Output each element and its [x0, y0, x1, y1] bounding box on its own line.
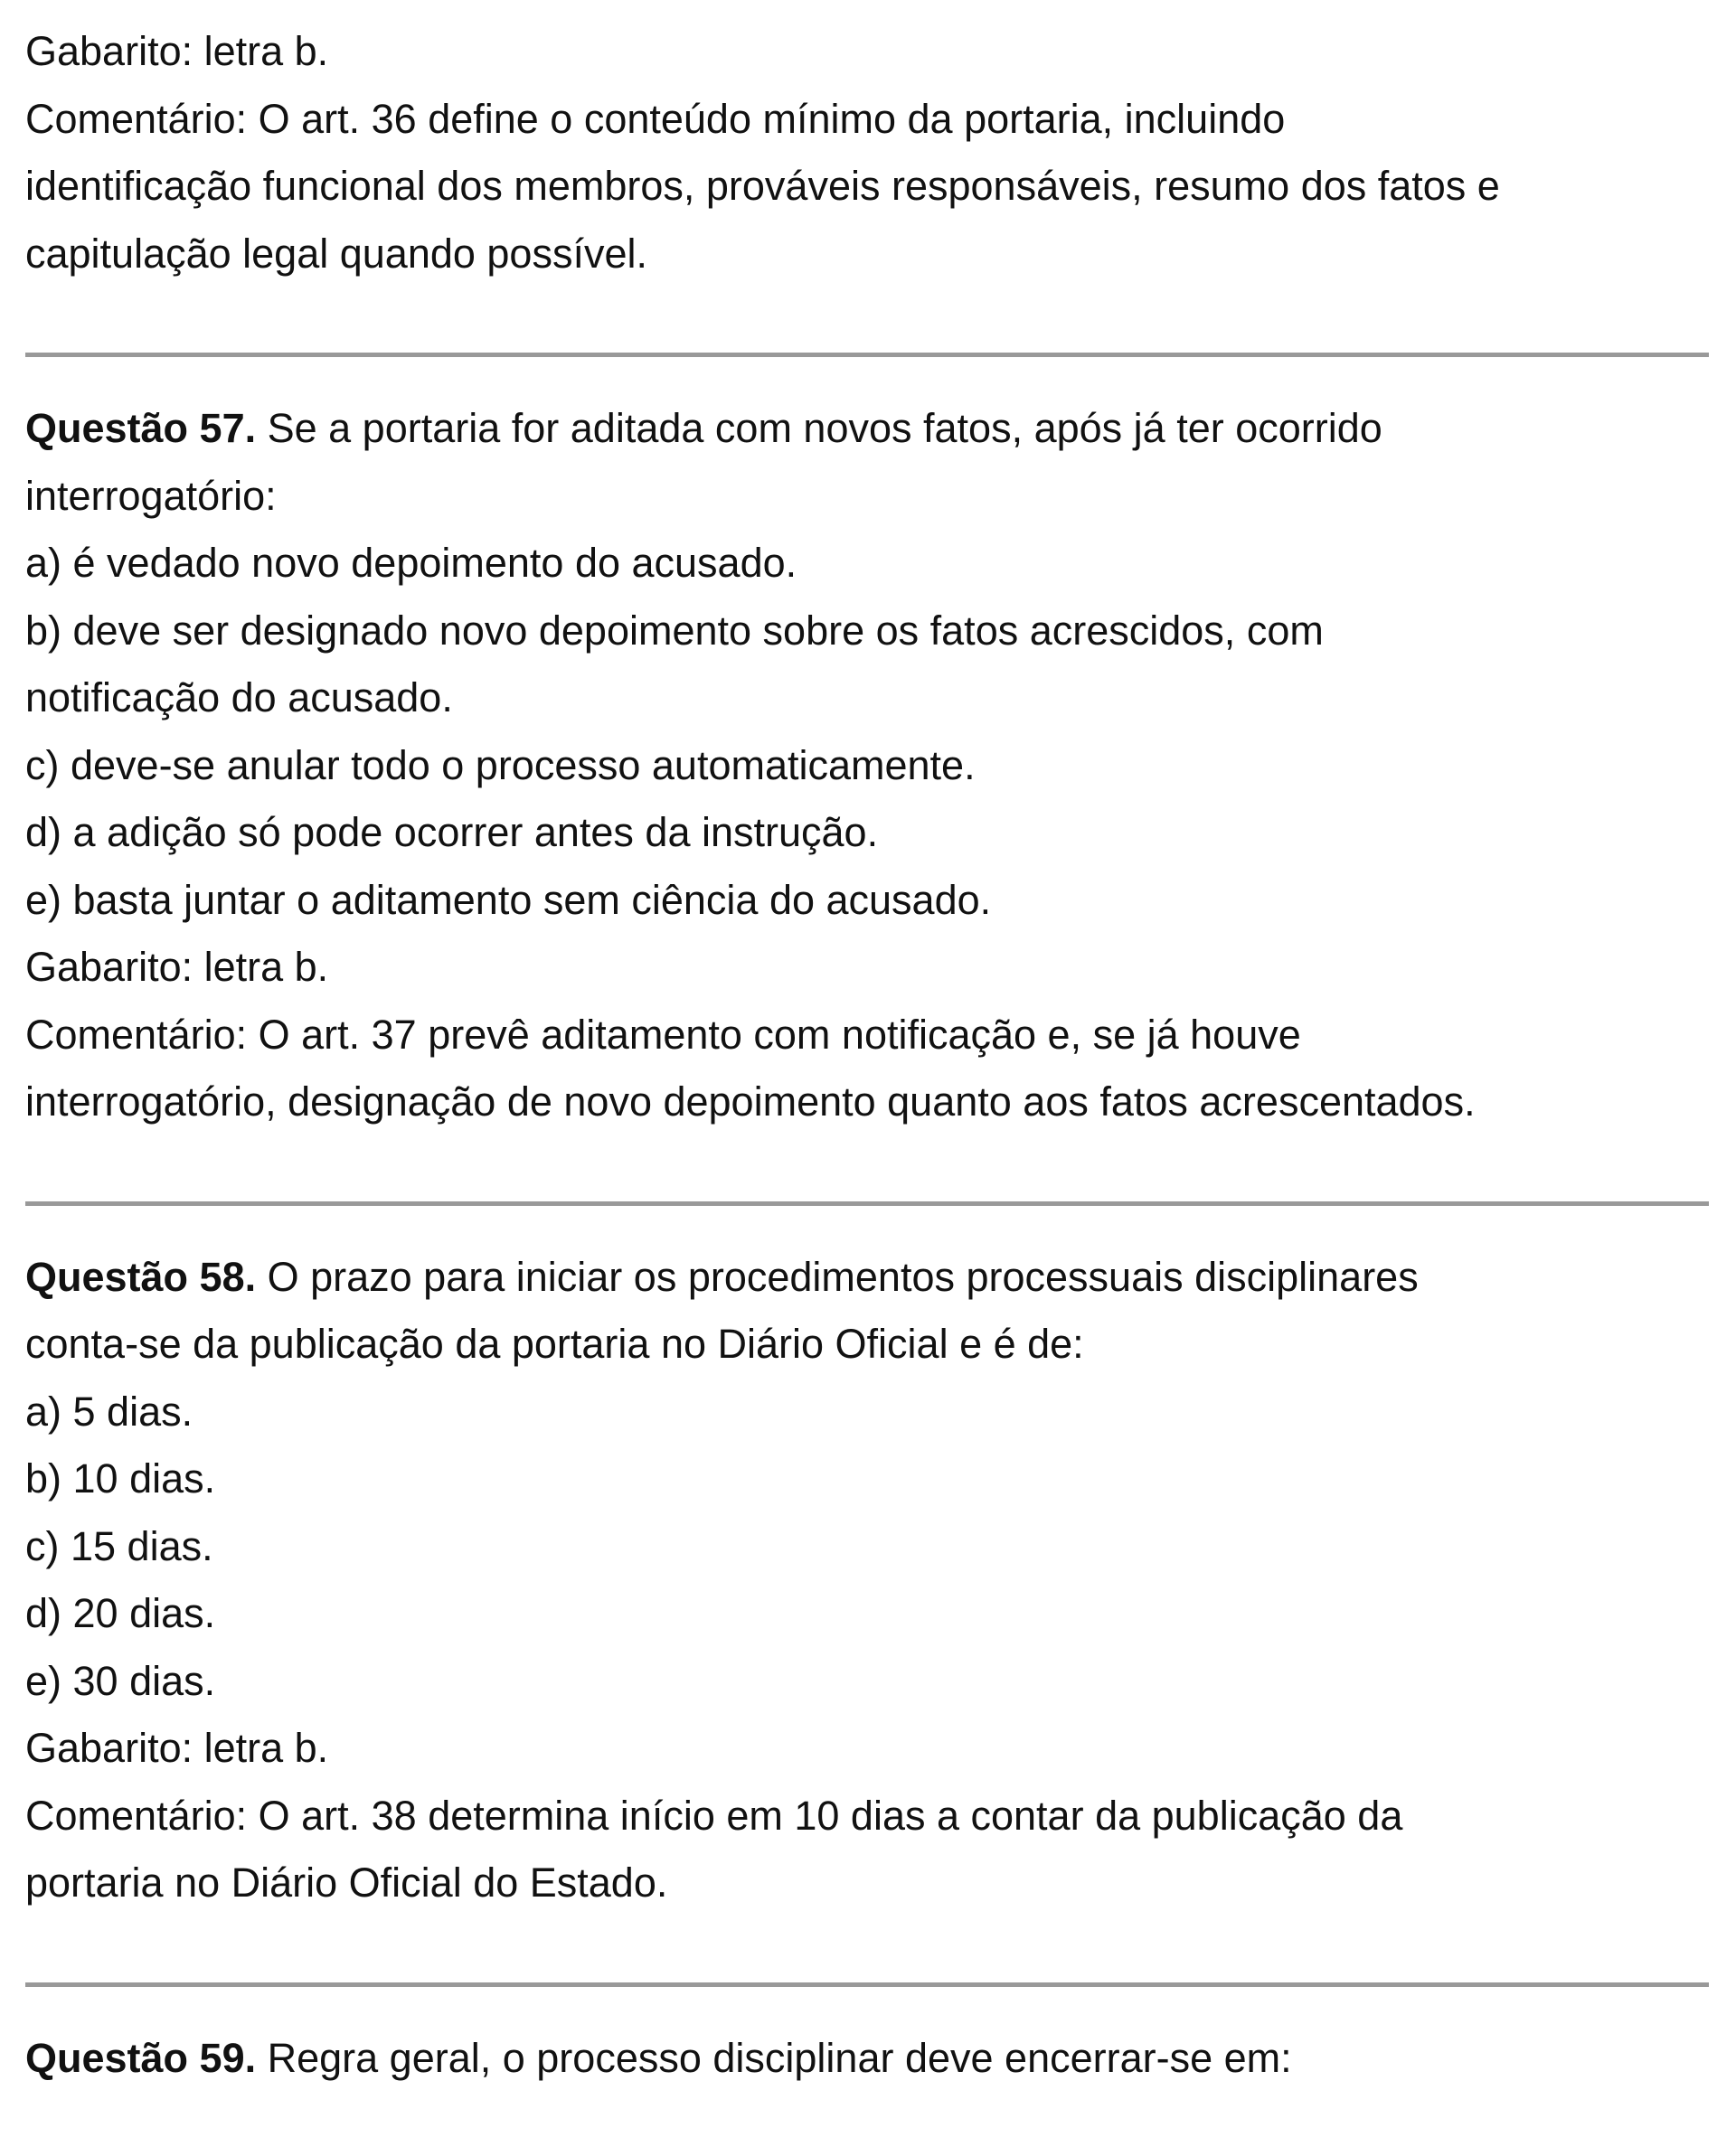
question-57 — [25, 395, 1711, 1136]
comment-line: identificação funcional dos membros, prováveis responsáveis, resumo dos fatos e — [25, 163, 1500, 209]
answer-key: Gabarito: letra b. — [25, 28, 329, 74]
comment-line: Comentário: O art. 36 define o conteúdo mínimo da portaria, incluindo — [25, 95, 1286, 142]
question-stem — [25, 2025, 1711, 2093]
option-b: b) deve ser designado novo depoimento sobre os fatos acrescidos, com — [25, 607, 1324, 654]
option-d: d) a adição só pode ocorrer antes da instrução. — [25, 809, 879, 855]
option-a: a) 5 dias. — [25, 1388, 193, 1435]
question-number: Questão 57. — [25, 405, 257, 451]
question-stem — [25, 1244, 1711, 1312]
answer-key: Gabarito: letra b. — [25, 944, 329, 990]
question-number: Questão 58. — [25, 1253, 257, 1300]
option-e: e) 30 dias. — [25, 1657, 216, 1704]
question-text: O prazo para iniciar os procedimentos processuais disciplinares — [256, 1253, 1419, 1300]
question-58 — [25, 1244, 1711, 1917]
comment-line: interrogatório, designação de novo depoimento quanto aos fatos acrescentados. — [25, 1078, 1476, 1125]
question-text: Se a portaria for aditada com novos fatos, após já ter ocorrido — [256, 405, 1382, 451]
question-stem — [25, 395, 1711, 463]
question-number: Questão 59. — [25, 2034, 257, 2081]
question-59 — [25, 2025, 1711, 2093]
option-e: e) basta juntar o aditamento sem ciência do acusado. — [25, 876, 992, 923]
option-b: b) 10 dias. — [25, 1455, 216, 1502]
comment-line: Comentário: O art. 37 prevê aditamento com notificação e, se já houve — [25, 1011, 1301, 1058]
question-text: Regra geral, o processo disciplinar deve encerrar-se em: — [256, 2034, 1292, 2081]
question-text: interrogatório: — [25, 472, 277, 519]
option-c: c) 15 dias. — [25, 1522, 213, 1569]
comment-line: capitulação legal quando possível. — [25, 230, 647, 277]
option-d: d) 20 dias. — [25, 1590, 216, 1636]
comment-line: portaria no Diário Oficial do Estado. — [25, 1859, 668, 1906]
option-b-continued: notificação do acusado. — [25, 674, 453, 720]
option-a: a) é vedado novo depoimento do acusado. — [25, 540, 797, 586]
comment-line: Comentário: O art. 38 determina início em 10 dias a contar da publicação da — [25, 1792, 1403, 1839]
answer-key: Gabarito: letra b. — [25, 1725, 329, 1771]
document-page — [25, 18, 1711, 2092]
question-56-tail — [25, 18, 1711, 287]
question-text: conta-se da publicação da portaria no Diário Oficial e é de: — [25, 1321, 1084, 1367]
option-c: c) deve-se anular todo o processo automaticamente. — [25, 741, 976, 788]
